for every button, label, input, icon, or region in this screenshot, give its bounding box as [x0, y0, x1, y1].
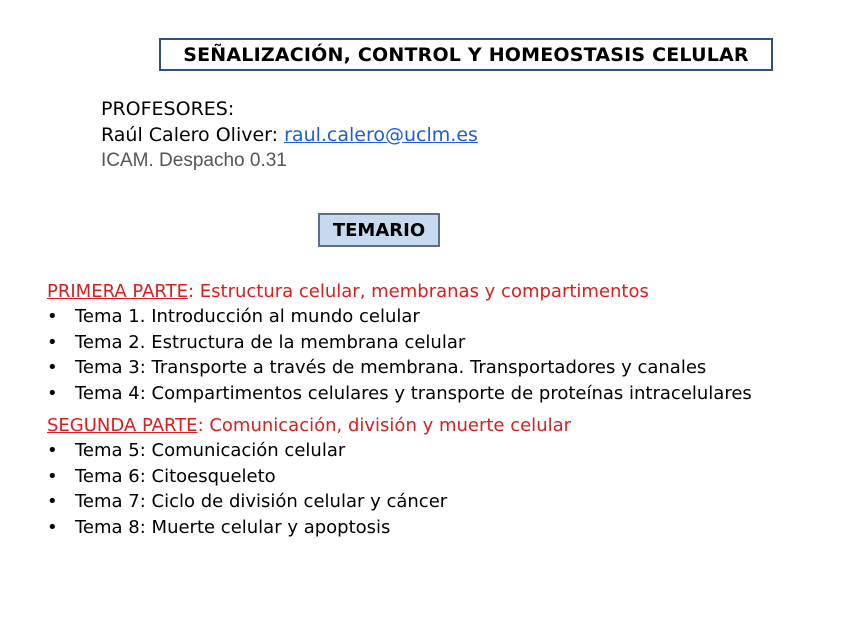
topic-item: • Tema 6: Citoesqueleto	[47, 464, 752, 489]
syllabus	[47, 279, 752, 540]
part-label: SEGUNDA PARTE	[47, 415, 198, 437]
topic-list-1	[47, 304, 752, 406]
topic-list-2	[47, 438, 752, 540]
professor-office: ICAM. Despacho 0.31	[101, 150, 287, 171]
topic-item: • Tema 2. Estructura de la membrana celular	[47, 330, 752, 355]
document-title	[159, 38, 773, 71]
professors-heading: PROFESORES:	[101, 98, 235, 120]
professor-line	[101, 122, 478, 148]
professor-name: Raúl Calero Oliver:	[101, 124, 279, 146]
topic-item: • Tema 7: Ciclo de división celular y cáncer	[47, 489, 752, 514]
part-heading-2	[47, 413, 752, 438]
topic-item: • Tema 1. Introducción al mundo celular	[47, 304, 752, 329]
document-title-text: SEÑALIZACIÓN, CONTROL Y HOMEOSTASIS CELULAR	[183, 43, 749, 66]
professor-email-link[interactable]: raul.calero@uclm.es	[284, 124, 478, 146]
part-subtitle: : Estructura celular, membranas y compartimentos	[187, 281, 649, 302]
part-subtitle: : Comunicación, división y muerte celular	[197, 415, 572, 437]
temario-heading	[318, 213, 440, 247]
part-heading-1	[47, 279, 752, 304]
professors-block	[101, 96, 478, 174]
topic-item: • Tema 3: Transporte a través de membrana. Transportadores y canales	[47, 355, 752, 380]
topic-item: • Tema 5: Comunicación celular	[47, 438, 752, 463]
topic-item: • Tema 8: Muerte celular y apoptosis	[47, 515, 752, 540]
topic-item: • Tema 4: Compartimentos celulares y transporte de proteínas intracelulares	[47, 381, 752, 406]
part-label: PRIMERA PARTE	[47, 281, 188, 302]
temario-label: TEMARIO	[332, 219, 426, 241]
